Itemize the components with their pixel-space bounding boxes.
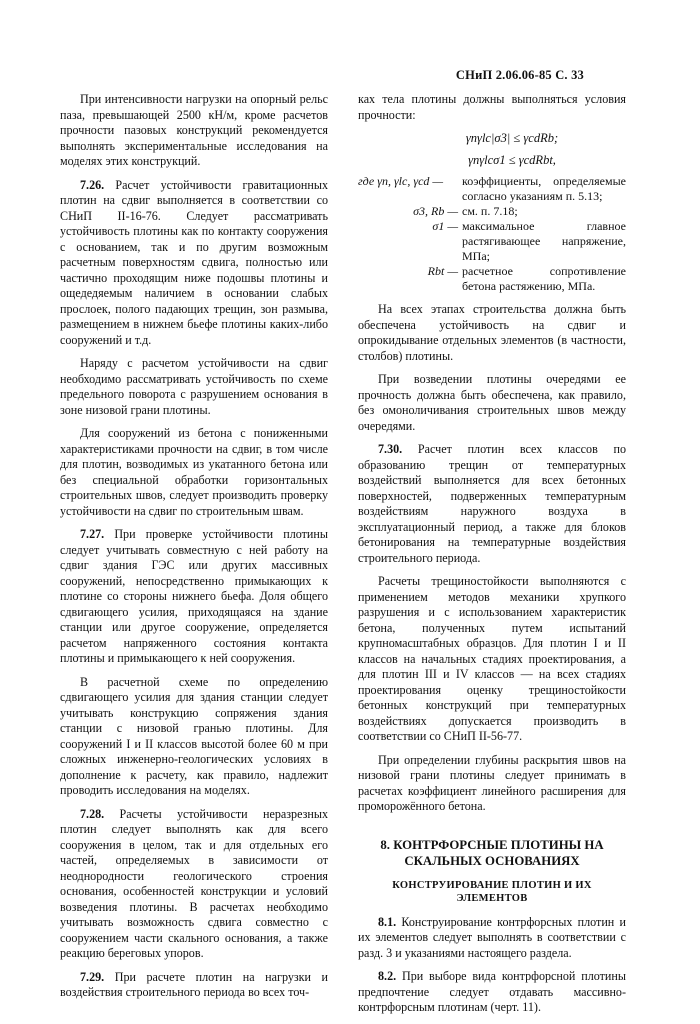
definition-symbol: Rbt — [427, 264, 458, 278]
definition-row [358, 174, 626, 204]
definition-text: коэффициенты, определяемые согласно указаниям п. 5.13; [462, 174, 626, 203]
page-header: СНиП 2.06.06-85 С. 33 [455, 68, 584, 82]
definition-text: расчетное сопротивление бетона растяжению, МПа. [462, 264, 626, 293]
clause-text: При выборе вида контрфорсной плотины предпочтение следует отдавать массивно-контрфорсным плотинам (черт. 11). [358, 969, 626, 1014]
clause-number: 8.1. [378, 914, 397, 929]
symbol-definitions [358, 174, 626, 294]
clause-text: Расчет устойчивости гравитационных плотин на сдвиг выполняется в соответствии со СНиП II-16-76. Следует рассматривать устойчивость плотины как по контакту сооружения с основанием, так и по другим возможным расчетным поверхностям сдвига, полностью или частично проходящим ниже подошвы плотины и ощедедяемым наличием в основании слабых прослоек, полого падающих трещин, зон размыва, размещением в нижнем бьефе плотины каких-либо сооружений и т.д. [60, 177, 328, 347]
clause-number: 7.29. [80, 969, 105, 984]
paragraph: В расчетной схеме по определению сдвигающего усилия для здания станции следует учитывать конструкцию сопряжения здания станции с низовой гранью плотины. Для сооружений I и II классов высотой более 60 м при сложных инженерно-геологических условиях в дополнение к расчету, как правило, надлежит проводить исследования на моделях. [60, 674, 328, 797]
definition-symbol: где γn, γlc, γcd — [358, 174, 444, 188]
clause-text: При расчете плотин на нагрузки и воздействия строительного периода во всех точ- [60, 969, 329, 999]
clause-number: 7.30. [378, 442, 403, 456]
formula-1: γnγlc|σ3| ≤ γcdRb; [465, 131, 559, 145]
clause-text: Конструирование контрфорсных плотин и их элементов следует выполнять в соответствии с разд. 3 и указаниями настоящего раздела. [358, 914, 626, 960]
definition-row [358, 219, 626, 264]
clause-text: Расчеты устойчивости неразрезных плотин следует выполнять как для всего сооружения в целом, так и для отдельных его частей, определяемых в зависимости от неоднородности геологического строения основания, особенностей конструкции и условий возведения плотины. В расчетах необходимо учитывать возможность сдвига совместно с сооружением части скального основания, а также реакцию береговых упоров. [60, 806, 329, 960]
clause-number: 7.26. [80, 177, 105, 192]
paragraph: ках тела плотины должны выполняться условия прочности: [358, 92, 626, 122]
section-title: 8. КОНТРФОРСНЫЕ ПЛОТИНЫ НА СКАЛЬНЫХ ОСНОВАНИЯХ [380, 837, 604, 868]
definition-row [358, 204, 626, 219]
left-column [60, 92, 328, 1009]
clause-number: 7.27. [80, 527, 105, 541]
paragraph: При интенсивности нагрузки на опорный рельс паза, превышающей 2500 кН/м, кроме расчетов прочности пазовых конструкций рекомендуется выполнять экспериментальные исследования на моделях этих конструкций. [60, 92, 328, 168]
clause-text: При проверке устойчивости плотины следует учитывать совместную с ней работу на сдвиг здания ГЭС или других массивных сооружений, непосредственно примыкающих к плотине со стороны нижнего бьефа. Доля общего сдвигающего усилия, приходящаяся на здание станции или другое сооружение, определяется расчетом напряженного состояния контакта плотины и примыкающего к ней сооружения. [60, 527, 328, 665]
right-column [358, 92, 626, 1024]
definition-symbol: σ1 — [432, 219, 458, 233]
formula-2: γnγlcσ1 ≤ γcdRbt, [468, 152, 556, 167]
paragraph-7-28 [60, 807, 328, 962]
definition-text: см. п. 7.18; [462, 204, 518, 218]
paragraph-8-1 [358, 915, 626, 962]
clause-number: 8.2. [378, 969, 397, 983]
paragraph: При определении глубины раскрытия швов на низовой грани плотины следует принимать в расчетах коэффициент линейного расширения для проморожённого бетона. [358, 752, 626, 813]
paragraph-7-29 [60, 970, 328, 1001]
paragraph: Наряду с расчетом устойчивости на сдвиг необходимо рассматривать устойчивость по схеме предельного поворота с разрушением основания в зоне низовой грани плотины. [60, 356, 328, 417]
paragraph-7-26 [60, 178, 328, 349]
clause-text: Расчет плотин всех классов по образованию трещин от температурных воздействий выполняется для всех бетонных поверхностей, подверженных температурным воздействиям наружного воздуха в эксплуатационный период, а также для блоков бетонирования на температурные воздействия строительного периода. [358, 442, 627, 565]
definition-row [358, 264, 626, 294]
definition-symbol: σ3, Rb — [413, 204, 458, 218]
paragraph: На всех этапах строительства должна быть обеспечена устойчивость на сдвиг и опрокидывание отдельных элементов (в частности, столбов) плотины. [358, 302, 626, 363]
subsection-title: КОНСТРУИРОВАНИЕ ПЛОТИН И ИХ ЭЛЕМЕНТОВ [392, 879, 592, 904]
paragraph-7-27 [60, 527, 328, 667]
paragraph-7-30 [358, 442, 626, 566]
paragraph-8-2 [358, 969, 626, 1016]
paragraph: Расчеты трещиностойкости выполняются с применением методов механики хрупкого разрушения и с использованием характеристик бетона, полученных путем испытаний крупномасштабных образцов. Для плотин I и II классов на начальных стадиях проектирования, а для плотин III и IV классов — на всех стадиях проектирования оценку трещиностойкости бетонных конструкций при температурных воздействиях допускается производить в соответствии со СНиП II-56-77. [358, 574, 626, 743]
paragraph: При возведении плотины очередями ее прочность должна быть обеспечена, как правило, без омоноличивания строительных швов между очередями. [358, 372, 626, 433]
paragraph: Для сооружений из бетона с пониженными характеристиками прочности на сдвиг, в том числе для плотин, возводимых из укатанного бетона или без специальной обработки горизонтальных строительных швов, следует производить проверку устойчивости на сдвиг по строительным швам. [60, 426, 328, 518]
definition-text: максимальное главное растягивающее напряжение, МПа; [462, 219, 626, 263]
clause-number: 7.28. [80, 806, 105, 821]
